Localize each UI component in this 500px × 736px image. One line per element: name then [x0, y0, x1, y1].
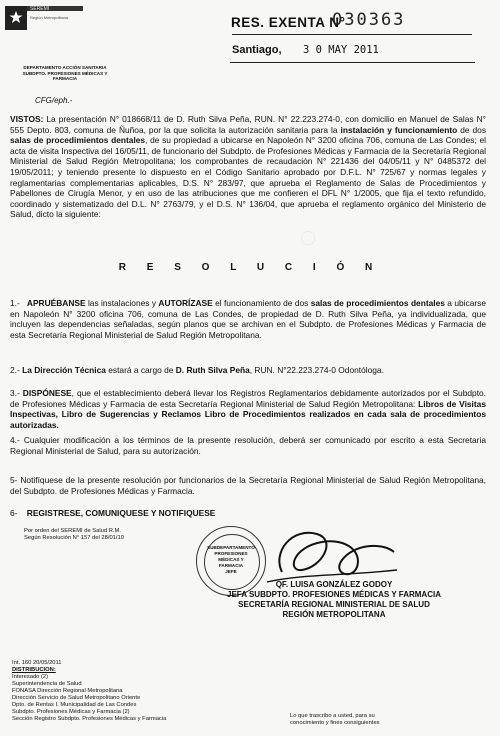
resolution-item-5: 5- Notifíquese de la presente resolución por funcionarios de la Secretaría Regional Ministerial de Salud Región Metropolitana, del Subdpto. de Profesiones Médicas y Farmacia. [10, 475, 486, 496]
watermark: ◯ [296, 227, 319, 249]
resolution-item-1: 1.- APRUÉBANSE las instalaciones y AUTORÍZASE el funcionamiento de dos salas de procedimientos dentales a ubicarse en Napoleón N° 3200 oficina 706, comuna de Las Condes, de propiedad de D. Ruth Silva Peña, ya individualizada, que incluyen las dependencias señaladas, según planos que se archivan en el Subdpto. de Profesiones Médicas y Farmacia de esta Secretaría Regional Ministerial de Salud Región Metropolitana. [10, 298, 486, 340]
divider [230, 62, 475, 63]
resolution-label: RES. EXENTA N° [231, 15, 346, 30]
city: Santiago, [232, 44, 282, 56]
resolution-item-3: 3.- DISPÓNESE, que el establecimiento deberá llevar los Registros Reglamentarios debidamente autorizados por el Subdpto. de Profesiones Médicas y Farmacia de esta Secretaría Regional Ministerial de Salud Región Metropolitana: Libros de Visitas Inspectivas, Libro de Sugerencias y Reclamos Libro de Procedimientos realizados en cada sala de procedimientos autorizadas. [10, 388, 486, 430]
seremi-logo: SEREMI Región Metropolitana [5, 6, 83, 70]
divider [232, 34, 472, 35]
resolution-date: 3 0 MAY 2011 [303, 44, 379, 56]
official-stamp: SUBDEPARTAMENTO PROFESIONES MÉDICAS Y FARMACIA JEFE [196, 526, 266, 596]
resolution-heading: R E S O L U C I Ó N [118, 262, 382, 273]
distribution-block: Int. 160 20/05/2011 DISTRIBUCION: Interesado (2) Superintendencia de Salud FONASA Dirección Regional Metropolitana Dirección Servicio de Salud Metropolitano Oriente Dpto. de Rentas I. Municipalidad de Las Condes Subdpto. Profesiones Médicas y Farmacia (2) Sección Registro Subdpto. Profesiones Médicas y Farmacia [12, 660, 167, 722]
resolution-item-4: 4.- Cualquier modificación a los términos de la presente resolución, deberá ser comunicado por escrito a esta Secretaria Regional Ministerial de Salud, para su autorización. [10, 435, 486, 456]
resolution-item-6: 6- REGISTRESE, COMUNIQUESE Y NOTIFIQUESE [10, 508, 216, 518]
vistos-paragraph: VISTOS: La presentación N° 018668/11 de D. Ruth Silva Peña, RUN. N° 22.223.274-0, con domicilio en Manuel de Salas N° 555 Depto. 803, comuna de Ñuñoa, por la que solicita la autorización sanitaria para la instalación y funcionamiento de dos salas de procedimientos dentales, de su propiedad a ubicarse en Napoleón N° 3200 oficina 706, comuna de Las Condes; el acta de visita Inspectiva del 16/05/11, de funcionario del Subdpto. de Profesiones Médicas y Farmacia de la Secretaría Regional Ministerial de Salud Región Metropolitana; los comprobantes de recaudación N° 221436 del 04/05/11 y N° 0485372 del 19/05/2011; y teniendo presente lo dispuesto en el Código Sanitario aprobado por D.F.L. N° 725/67 y normas legales y reglamentarias complementarias aplicables, D.S. N° 283/97, que aprueba el Reglamento de Salas de Procedimientos y Pabellones de Cirugía Menor, y en uso de las atribuciones que me confieren el DFL N° 1/2005, que fija el texto refundido, coordinado y sistematizado del D.L. N° 2763/79, y el D.S. N° 136/04, que aprueba el reglamento orgánico del Ministerio de Salud, dicto la siguiente: [10, 114, 487, 220]
transcription-note: Lo que trascribo a usted, para su conocimiento y fines consiguientes [290, 713, 380, 726]
resolution-number: 030363 [332, 10, 406, 30]
resolution-item-2: 2.- La Dirección Técnica estará a cargo de D. Ruth Silva Peña, RUN. N°22.223.274-0 Odontóloga. [10, 365, 384, 375]
signer-block: QF. LUISA GONZÁLEZ GODOY JEFA SUBDPTO. PROFESIONES MÉDICAS Y FARMACIA SECRETARÍA REGIONAL MINISTERIAL DE SALUD REGIÓN METROPOLITANA [227, 580, 441, 619]
order-note: Por orden del SEREMI de Salud R.M. Según Resolución N° 157 del 28/01/10 [24, 528, 124, 541]
department-header: DEPARTAMENTO ACCIÓN SANITARIA SUBDPTO. PROFESIONES MÉDICAS Y FARMACIA [22, 65, 108, 81]
initials: CFG/eph.- [35, 96, 73, 105]
